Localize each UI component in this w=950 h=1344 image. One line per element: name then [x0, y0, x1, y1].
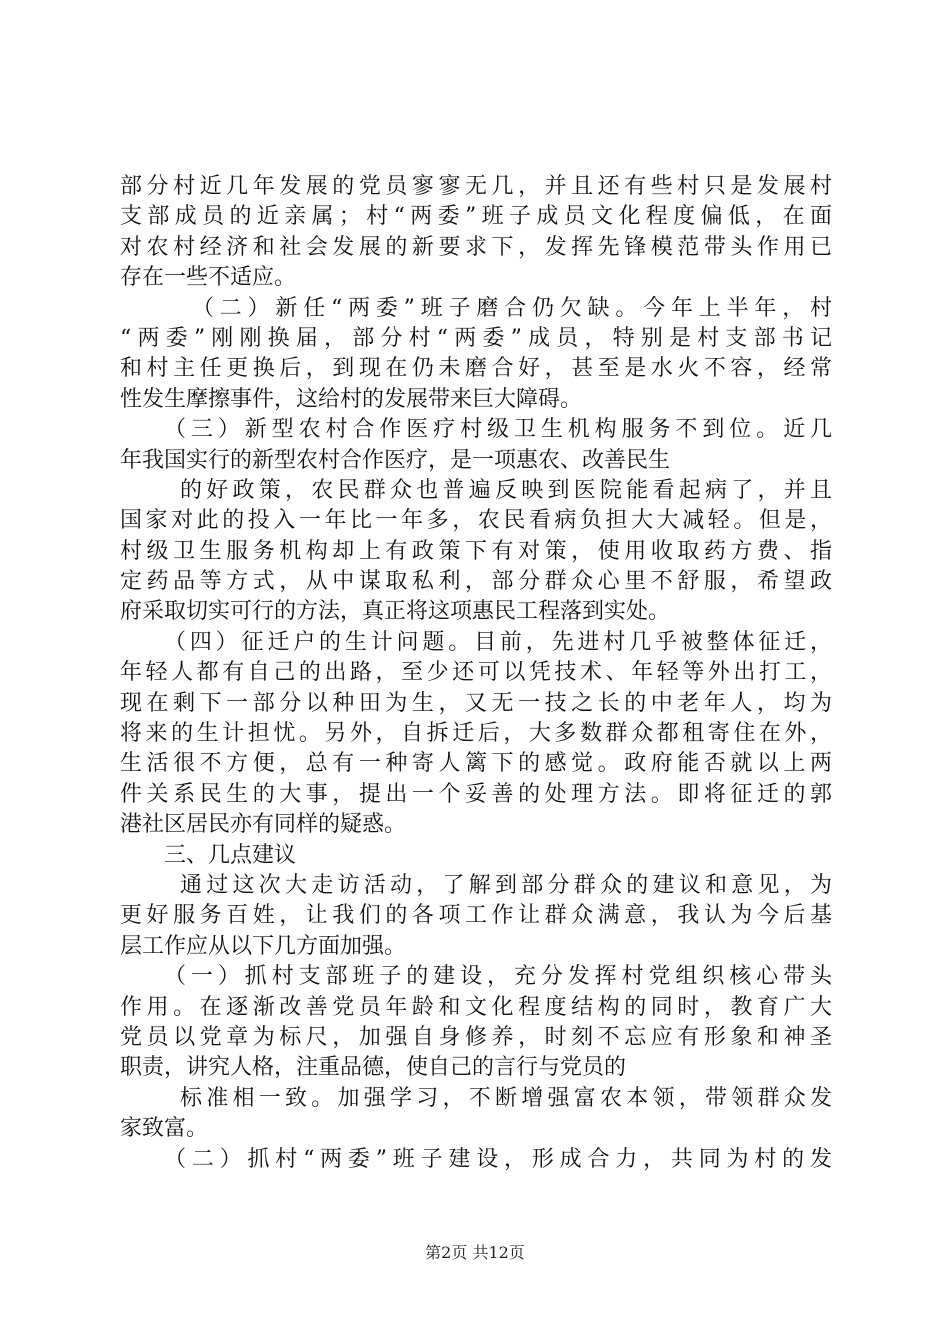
text-line: 生活很不方便，总有一种寄人篱下的感觉。政府能否就以上两 [120, 751, 832, 777]
text-line: （二）新任“两委”班子磨合仍欠缺。今年上半年，村 [192, 295, 832, 321]
text-line: 对农村经济和社会发展的新要求下，发挥先锋模范带头作用已 [120, 234, 832, 260]
text-line: “两委”刚刚换届，部分村“两委”成员，特别是村支部书记 [120, 325, 832, 351]
document-body [120, 172, 832, 1175]
text-line: 现在剩下一部分以种田为生，又无一技之长的中老年人，均为 [120, 690, 832, 716]
text-line: 党员以党章为标尺，加强自身修养，时刻不忘应有形象和神圣 [120, 1024, 832, 1050]
text-line: 性发生摩擦事件，这给村的发展带来巨大障碍。 [120, 386, 583, 412]
text-line: 标准相一致。加强学习，不断增强富农本领，带领群众发 [180, 1085, 832, 1111]
text-line: （二）抓村“两委”班子建设，形成合力，共同为村的发 [164, 1146, 832, 1172]
text-line: 年轻人都有自己的出路，至少还可以凭技术、年轻等外出打工， [120, 660, 832, 686]
text-line: 将来的生计担忧。另外，自拆迁后，大多数群众都租寄住在外， [120, 721, 832, 747]
text-line: 部分村近几年发展的党员寥寥无几，并且还有些村只是发展村 [120, 174, 832, 199]
page-footer: 第2页 共12页 [425, 1243, 525, 1262]
text-line: （一）抓村支部班子的建设，充分发挥村党组织核心带头 [164, 964, 832, 990]
text-line: 府采取切实可行的方法，真正将这项惠民工程落到实处。 [120, 599, 671, 625]
text-line: 国家对此的投入一年比一年多，农民看病负担大大减轻。但是， [120, 508, 832, 534]
text-line: 存在一些不适应。 [120, 265, 297, 291]
text-line: 件关系民生的大事，提出一个妥善的处理方法。即将征迁的郭 [120, 781, 832, 807]
text-line: 村级卫生服务机构却上有政策下有对策，使用收取药方费、指 [120, 538, 832, 564]
text-line: 职责，讲究人格，注重品德，使自己的言行与党员的 [120, 1055, 627, 1081]
text-line: 层工作应从以下几方面加强。 [120, 933, 407, 959]
text-line: （四）征迁户的生计问题。目前，先进村几乎被整体征迁， [164, 629, 832, 655]
text-line: 作用。在逐渐改善党员年龄和文化程度结构的同时，教育广大 [120, 994, 832, 1020]
text-line: （三）新型农村合作医疗村级卫生机构服务不到位。近几 [164, 417, 832, 443]
text-line: 家致富。 [120, 1116, 209, 1142]
text-line: 支部成员的近亲属；村“两委”班子成员文化程度偏低，在面 [120, 204, 832, 230]
text-line: 年我国实行的新型农村合作医疗，是一项惠农、改善民生 [120, 447, 671, 473]
text-line: 三、几点建议 [164, 842, 297, 868]
text-line: 定药品等方式，从中谋取私利，部分群众心里不舒服，希望政 [120, 569, 832, 595]
text-line: 港社区居民亦有同样的疑惑。 [120, 812, 407, 838]
text-line: 和村主任更换后，到现在仍未磨合好，甚至是水火不容，经常 [120, 356, 832, 382]
text-line: 更好服务百姓，让我们的各项工作让群众满意，我认为今后基 [120, 903, 832, 929]
text-line: 通过这次大走访活动，了解到部分群众的建议和意见，为 [180, 872, 832, 898]
text-line: 的好政策，农民群众也普遍反映到医院能看起病了，并且 [180, 477, 832, 503]
